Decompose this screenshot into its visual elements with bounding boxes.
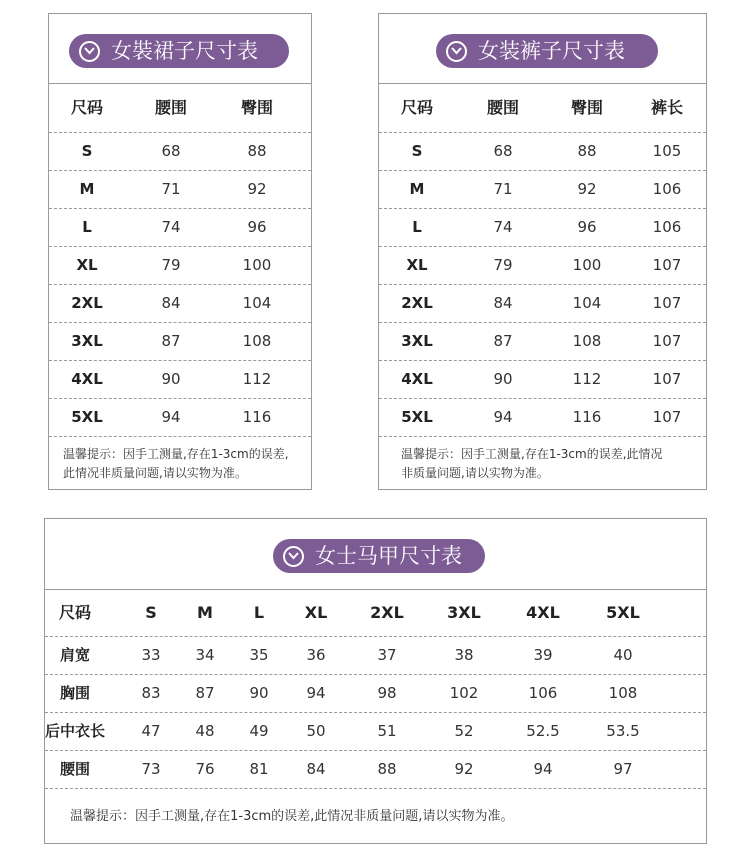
table-row	[379, 323, 706, 361]
row-label: 3XL	[71, 332, 103, 350]
column-header: 臀围	[240, 98, 274, 117]
table-cell: 35	[249, 646, 269, 664]
row-label: M	[79, 180, 95, 198]
table-cell: 37	[377, 646, 397, 664]
row-label: 4XL	[71, 370, 103, 388]
column-header: M	[197, 603, 213, 622]
table-cell: 108	[572, 332, 602, 350]
table-row	[45, 713, 706, 751]
table-cell: 40	[613, 646, 633, 664]
row-label: 胸围	[59, 684, 91, 702]
table-cell: 79	[493, 256, 513, 274]
pants-note-line2: 非质量问题,请以实物为准。	[401, 466, 549, 480]
table-cell: 84	[493, 294, 513, 312]
row-label: 5XL	[401, 408, 433, 426]
column-header: 腰围	[154, 98, 188, 117]
table-cell: 68	[493, 142, 513, 160]
table-row	[49, 133, 311, 171]
table-cell: 48	[195, 722, 215, 740]
column-header: S	[145, 603, 157, 622]
table-cell: 104	[572, 294, 602, 312]
table-row	[379, 285, 706, 323]
table-cell: 100	[242, 256, 272, 274]
skirt-header-row	[49, 83, 311, 133]
row-label: 3XL	[401, 332, 433, 350]
table-row	[45, 637, 706, 675]
vest-size-card	[44, 518, 707, 844]
table-cell: 106	[652, 180, 682, 198]
table-cell: 94	[493, 408, 513, 426]
table-row	[379, 209, 706, 247]
table-cell: 50	[306, 722, 326, 740]
table-cell: 94	[306, 684, 326, 702]
row-label: L	[412, 218, 422, 236]
table-cell: 39	[533, 646, 553, 664]
table-cell: 98	[377, 684, 397, 702]
row-label: 后中衣长	[44, 722, 106, 740]
table-row	[45, 675, 706, 713]
table-cell: 92	[247, 180, 267, 198]
row-label: S	[411, 142, 423, 160]
table-cell: 104	[242, 294, 272, 312]
row-label: 腰围	[59, 760, 91, 778]
table-cell: 108	[608, 684, 638, 702]
column-header: 尺码	[70, 98, 104, 117]
table-cell: 94	[161, 408, 181, 426]
chevron-down-circle-icon	[79, 41, 100, 62]
table-row	[379, 361, 706, 399]
table-cell: 107	[652, 332, 682, 350]
skirt-note-line2: 此情况非质量问题,请以实物为准。	[63, 466, 247, 480]
table-cell: 100	[572, 256, 602, 274]
row-label: XL	[76, 256, 98, 274]
table-row	[379, 171, 706, 209]
pants-card-header	[379, 14, 706, 84]
row-label: S	[81, 142, 93, 160]
row-label: M	[409, 180, 425, 198]
table-cell: 107	[652, 294, 682, 312]
table-cell: 83	[141, 684, 161, 702]
table-cell: 74	[161, 218, 181, 236]
table-cell: 106	[528, 684, 558, 702]
table-cell: 116	[242, 408, 272, 426]
column-header: XL	[304, 603, 328, 622]
table-cell: 92	[577, 180, 597, 198]
vest-header-row	[45, 589, 706, 637]
table-cell: 49	[249, 722, 269, 740]
table-cell: 106	[652, 218, 682, 236]
row-label: 5XL	[71, 408, 103, 426]
table-cell: 112	[242, 370, 272, 388]
table-row	[49, 361, 311, 399]
table-cell: 112	[572, 370, 602, 388]
table-cell: 51	[377, 722, 397, 740]
table-cell: 107	[652, 408, 682, 426]
table-cell: 108	[242, 332, 272, 350]
table-cell: 84	[161, 294, 181, 312]
table-cell: 107	[652, 256, 682, 274]
pants-size-card	[378, 13, 707, 490]
table-cell: 47	[141, 722, 161, 740]
vest-title-pill	[273, 539, 485, 573]
table-cell: 96	[577, 218, 597, 236]
table-cell: 81	[249, 760, 269, 778]
column-header: 4XL	[526, 603, 560, 622]
table-cell: 96	[247, 218, 267, 236]
column-header: 尺码	[58, 603, 92, 622]
skirt-title-pill	[69, 34, 289, 68]
chevron-down-circle-icon	[283, 546, 304, 567]
table-cell: 76	[195, 760, 215, 778]
table-cell: 38	[454, 646, 474, 664]
table-cell: 92	[454, 760, 474, 778]
table-cell: 105	[652, 142, 682, 160]
table-cell: 90	[249, 684, 269, 702]
table-cell: 102	[449, 684, 479, 702]
table-cell: 97	[613, 760, 633, 778]
table-cell: 87	[161, 332, 181, 350]
skirt-title: 女裝裙子尺寸表	[111, 39, 258, 63]
column-header: L	[253, 603, 265, 622]
table-row	[49, 399, 311, 437]
vest-card-header	[45, 519, 706, 590]
table-row	[49, 323, 311, 361]
table-cell: 52.5	[526, 722, 560, 740]
table-row	[49, 285, 311, 323]
column-header: 臀围	[570, 98, 604, 117]
table-cell: 90	[493, 370, 513, 388]
row-label: 2XL	[401, 294, 433, 312]
column-header: 3XL	[447, 603, 481, 622]
pants-header-row	[379, 83, 706, 133]
table-cell: 33	[141, 646, 161, 664]
row-label: 4XL	[401, 370, 433, 388]
table-cell: 68	[161, 142, 181, 160]
table-cell: 94	[533, 760, 553, 778]
pants-title-pill	[436, 34, 658, 68]
pants-title: 女装裤子尺寸表	[478, 39, 625, 63]
row-label: 2XL	[71, 294, 103, 312]
table-cell: 74	[493, 218, 513, 236]
table-cell: 52	[454, 722, 474, 740]
pants-note	[401, 445, 663, 483]
table-cell: 71	[161, 180, 181, 198]
table-cell: 107	[652, 370, 682, 388]
table-row	[379, 399, 706, 437]
table-cell: 34	[195, 646, 215, 664]
column-header: 腰围	[486, 98, 520, 117]
table-cell: 84	[306, 760, 326, 778]
table-cell: 79	[161, 256, 181, 274]
table-row	[49, 247, 311, 285]
skirt-note	[63, 445, 289, 483]
table-cell: 90	[161, 370, 181, 388]
table-row	[45, 751, 706, 789]
vest-note: 温馨提示：因手工测量,存在1-3cm的误差,此情况非质量问题,请以实物为准。	[70, 809, 514, 824]
column-header: 裤长	[650, 98, 684, 117]
table-row	[379, 247, 706, 285]
table-cell: 88	[577, 142, 597, 160]
column-header: 尺码	[400, 98, 434, 117]
table-cell: 87	[493, 332, 513, 350]
row-label: XL	[406, 256, 428, 274]
skirt-note-line1: 温馨提示：因手工测量,存在1-3cm的误差,	[63, 447, 289, 461]
table-row	[379, 133, 706, 171]
table-cell: 36	[306, 646, 326, 664]
table-cell: 116	[572, 408, 602, 426]
skirt-size-card	[48, 13, 312, 490]
table-cell: 71	[493, 180, 513, 198]
table-cell: 88	[247, 142, 267, 160]
skirt-card-header	[49, 14, 311, 84]
pants-note-line1: 温馨提示：因手工测量,存在1-3cm的误差,此情况	[401, 447, 663, 461]
table-row	[49, 171, 311, 209]
table-cell: 88	[377, 760, 397, 778]
row-label: L	[82, 218, 92, 236]
table-row	[49, 209, 311, 247]
table-cell: 87	[195, 684, 215, 702]
column-header: 5XL	[606, 603, 640, 622]
chevron-down-circle-icon	[446, 41, 467, 62]
column-header: 2XL	[370, 603, 404, 622]
vest-title: 女士马甲尺寸表	[315, 544, 462, 568]
table-cell: 53.5	[606, 722, 640, 740]
table-cell: 73	[141, 760, 161, 778]
row-label: 肩宽	[59, 646, 91, 664]
